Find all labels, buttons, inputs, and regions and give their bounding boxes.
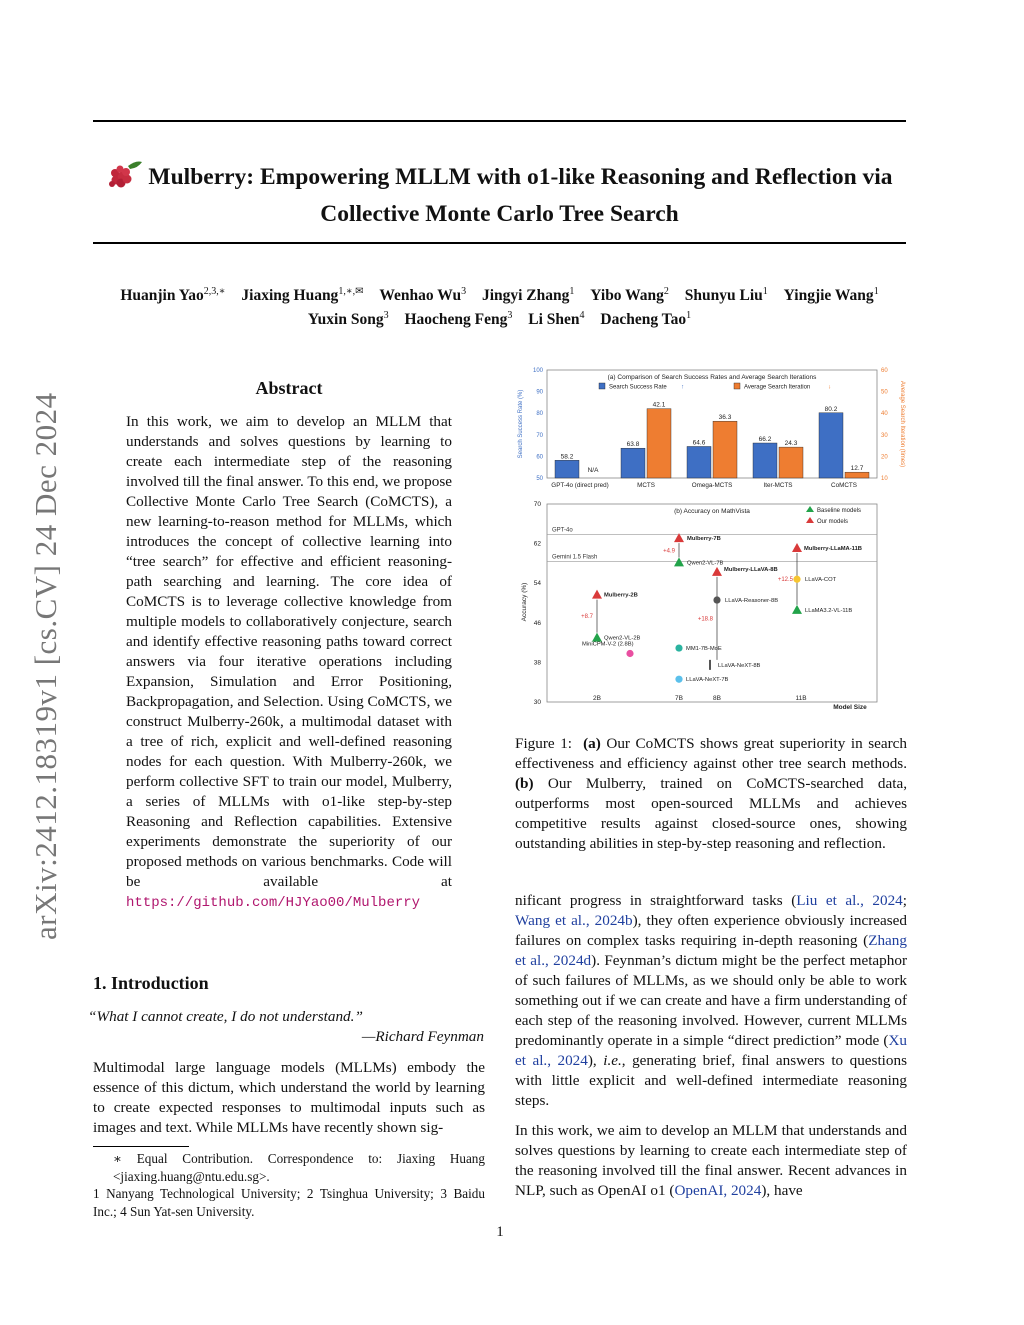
legend-arrow-down-icon: ↓ [828, 384, 831, 391]
x-tick-label: 8B [713, 695, 721, 702]
improvement-label: +18.8 [697, 616, 713, 623]
paper-title [93, 160, 906, 230]
introduction-heading: 1. Introduction [93, 973, 209, 993]
y-tick-label: 80 [536, 411, 543, 418]
scatter-point [675, 676, 682, 683]
y-tick-label: 62 [533, 540, 541, 548]
title-line-2: Collective Monte Carlo Tree Search [320, 201, 679, 227]
point-label: LLaVA-NeXT-7B [686, 677, 729, 684]
point-label: MM1-7B-MoE [686, 646, 722, 653]
arxiv-identifier[interactable]: arXiv:2412.18319v1 [cs.CV] 24 Dec 2024 [28, 392, 63, 940]
point-label: LLaVA-COT [805, 577, 837, 584]
point-label: Mulberry-7B [687, 536, 721, 543]
y-tick-label: 100 [532, 368, 543, 374]
x-tick-label: 2B [593, 695, 601, 702]
title-line-1: Mulberry: Empowering MLLM with o1-like Reasoning and Reflection via [148, 164, 893, 190]
bar-success-rate [819, 413, 843, 478]
bar-search-iteration [845, 472, 869, 478]
intro-paragraph: Multimodal large language models (MLLMs) embody the essence of this dictum, which understand the world by learning to create expected responses to multimodal inputs such as images and text. While MLLMs have recently shown sig- [93, 1059, 485, 1136]
author: Li Shen$^4$ [528, 310, 585, 329]
reference-line-label: GPT-4o [552, 527, 573, 534]
improvement-label: +4.9 [663, 548, 675, 555]
bar-success-rate [555, 460, 579, 478]
bar-value-label: 12.7 [850, 465, 864, 473]
citation-link[interactable]: Wang et al., 2024b [515, 912, 633, 929]
citation-link[interactable]: Liu et al., 2024 [796, 892, 903, 909]
improvement-label: +8.7 [581, 614, 593, 621]
y2-tick-label: 60 [881, 368, 888, 374]
x-tick-label: Iter-MCTS [763, 482, 793, 489]
footnote: ∗ Equal Contribution. Correspondence to: Jiaxing Huang <jiaxing.huang@ntu.edu.sg>.1 Nanyang Technological University; 2 Tsinghua University; 3 Baidu Inc.; 4 Sun Yat-sen University. [93, 1151, 485, 1219]
bar-value-label: 58.2 [560, 453, 574, 461]
y2-tick-label: 10 [881, 476, 888, 482]
bar-search-iteration [779, 447, 803, 478]
scatter-point [793, 576, 800, 583]
chart-b-title: (b) Accuracy on MathVista [674, 508, 750, 515]
bar-value-label: 24.3 [784, 440, 798, 448]
y2-tick-label: 30 [881, 432, 888, 439]
chart-b-ylabel: Accuracy (%) [521, 582, 528, 622]
point-label: Qwen2-VL-7B [687, 560, 724, 567]
bar-search-iteration [713, 421, 737, 478]
point-label: LLaVA-NeXT-8B [718, 662, 761, 669]
bar-value-label: 42.1 [652, 401, 666, 409]
figure-caption: Figure 1: (a) Our CoMCTS shows great superiority in search effectiveness and efficiency against other tree search methods. (b) Our Mulberry, trained on CoMCTS-searched data, outperforms most open-sourced MLLMs and achieves competitive results against closed-source ones, showing outstanding abilities in step-by-step reasoning and reflection. [515, 735, 908, 852]
legend-swatch-orange [734, 383, 740, 389]
x-tick-label: 11B [795, 695, 807, 702]
right-paragraph-1: nificant progress in straightforward tasks (Liu et al., 2024; Wang et al., 2024b), they often experience obviously increased failures on complex tasks requiring in-depth reasoning (Zhang et al., 2024d). Feynman’s dictum might be the perfect metaphor of such failures of MLLMs, as we should only be able to work something out if we can create and have a firm understanding of each step of the reasoning involved. However, current MLLMs predominantly operate in a simple “direct prediction” mode (Xu et al., 2024), i.e., generating brief, final answers to questions with little explicit and well-defined intermediate reasoning steps. [515, 892, 908, 1109]
scatter-point [709, 660, 711, 670]
author: Haocheng Feng$^3$ [404, 310, 513, 329]
chart-b [521, 501, 877, 711]
y-tick-label: 38 [533, 659, 541, 667]
code-link[interactable]: https://github.com/HJYao00/Mulberry [126, 895, 421, 911]
y-tick-label: 70 [536, 432, 543, 439]
bar-success-rate [687, 446, 711, 478]
bar-value-label: 63.8 [626, 441, 640, 449]
x-tick-label: CoMCTS [831, 482, 857, 489]
bottom-title-rule [93, 242, 906, 244]
legend-arrow-up-icon: ↑ [681, 384, 684, 391]
bar-success-rate [753, 443, 777, 478]
chart-b-xlabel: Model Size [833, 704, 867, 711]
point-label: Mulberry-2B [604, 592, 638, 599]
mulberry-logo-icon [106, 160, 144, 199]
right-paragraph-2: In this work, we aim to develop an MLLM that understands and solves questions by learning to create each intermediate step of the reasoning involved till the final answer. Recent advances in NLP, such as OpenAI o1 (OpenAI, 2024), have [515, 1122, 907, 1199]
abstract-body: In this work, we aim to develop an MLLM that understands and solves questions by learning to create each intermediate step of the reasoning involved till the final answer. To this end, we propose Collective Monte Carlo Tree Search (CoMCTS), a new learning-to-reason method for MLLMs, which introduces the concept of collective learning into “tree search” for effective and efficient reasoning-path searching and learning. The core idea of CoMCTS is to leverage collective knowledge from multiple models to collaboratively conjecture, search and identify effective reasoning paths toward correct answers via four iterative operations including Expansion, Simulation and Error Positioning, Backpropagation, and Selection. Using CoMCTS, we construct Mulberry-260k, a multimodal dataset with a tree of rich, explicit and well-defined reasoning nodes for each question. With Mulberry-260k, we perform collective SFT to train our model, Mulberry, a series of MLLMs with o1-like step-by-step Reasoning and Reflection capabilities. Extensive experiments demonstrate the superiority of our proposed methods on various benchmarks. Code will be available at https://github.com/HJYao00/Mulberry [126, 413, 452, 911]
point-label: LLaVA-Reasoner-8B [725, 598, 779, 605]
footnote-rule [93, 1146, 189, 1147]
y-tick-label: 90 [536, 389, 543, 396]
x-tick-label: 7B [675, 695, 683, 702]
y2-tick-label: 20 [881, 454, 888, 461]
bar-value-label: 66.2 [758, 436, 772, 444]
y-tick-label: 30 [533, 699, 541, 706]
bar-value-label: N/A [587, 467, 599, 474]
author: Shunyu Liu$^1$ [684, 286, 768, 305]
author: Dacheng Tao$^1$ [600, 310, 692, 329]
figure-1 [512, 362, 908, 712]
author: Jingyi Zhang$^1$ [481, 286, 575, 305]
bar-search-iteration [647, 409, 671, 478]
epigraph-quote: “What I cannot create, I do not understand.” [88, 1008, 363, 1025]
chart-a-ylabel: Search Success Rate (%) [518, 389, 524, 459]
page-number: 1 [496, 1224, 504, 1240]
author: Yuxin Song$^3$ [307, 310, 389, 329]
author: Yingjie Wang$^1$ [783, 286, 879, 305]
reference-line-label: Gemini 1.5 Flash [552, 554, 598, 561]
point-label: MiniCPM-V-2 (2.8B) [582, 641, 634, 648]
point-label: Mulberry-LLaMA-11B [804, 546, 862, 553]
citation-link[interactable]: Zhang et al., 2024d [515, 932, 907, 969]
y-tick-label: 54 [533, 580, 541, 588]
bar-value-label: 64.6 [692, 439, 706, 447]
improvement-label: +12.5 [777, 576, 793, 583]
author: Jiaxing Huang$^{1,∗,✉}$ [241, 286, 364, 305]
author-list [93, 282, 906, 330]
legend-series-2: Average Search Iteration [744, 384, 811, 391]
author: Yibo Wang$^2$ [590, 286, 669, 305]
chart-a-y2label: Average Search Iteration (times) [899, 380, 905, 468]
legend-swatch-blue [599, 383, 605, 389]
y-tick-label: 70 [533, 501, 541, 508]
author: Wenhao Wu$^3$ [379, 286, 467, 305]
scatter-point [626, 650, 633, 657]
x-tick-label: MCTS [637, 482, 655, 489]
y2-tick-label: 40 [881, 411, 888, 418]
bar-success-rate [621, 448, 645, 478]
bar-value-label: 80.2 [824, 405, 838, 413]
abstract-heading: Abstract [255, 378, 323, 398]
x-tick-label: Omega-MCTS [691, 482, 733, 489]
y-tick-label: 50 [536, 476, 543, 482]
legend-series-1: Search Success Rate [609, 384, 667, 391]
author: Huanjin Yao$^{2,3,∗}$ [120, 286, 226, 305]
bar-value-label: 36.3 [718, 414, 732, 422]
citation-link[interactable]: OpenAI, 2024 [674, 1182, 762, 1199]
citation-link[interactable]: Xu et al., 2024 [515, 1032, 907, 1069]
point-label: Qwen2-VL-2B [604, 635, 641, 642]
chart-a [518, 368, 905, 489]
x-tick-label: GPT-4o (direct pred) [551, 482, 609, 489]
point-label: Mulberry-LLaVA-8B [724, 566, 778, 573]
y2-tick-label: 50 [881, 389, 888, 396]
top-rule [93, 120, 906, 122]
point-label: LLaMA3.2-VL-11B [805, 607, 853, 614]
legend-baseline: Baseline models [817, 508, 862, 514]
epigraph-author: —Richard Feynman [361, 1028, 484, 1045]
scatter-point [675, 644, 682, 651]
chart-a-title: (a) Comparison of Search Success Rates and Average Search Iterations [607, 374, 817, 381]
y-tick-label: 46 [533, 619, 541, 627]
legend-ours: Our models [817, 519, 849, 525]
scatter-point [713, 596, 720, 603]
y-tick-label: 60 [536, 454, 543, 461]
